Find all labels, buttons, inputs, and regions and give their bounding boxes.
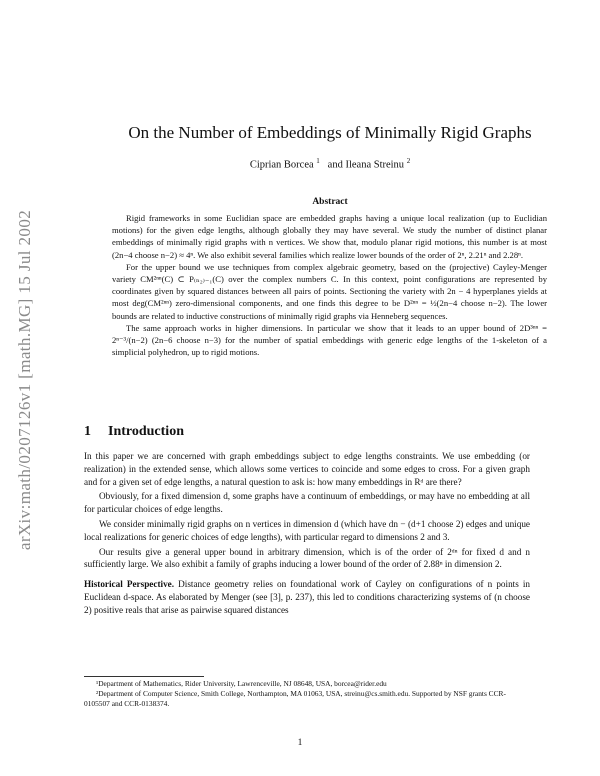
footnote-1: ¹Department of Mathematics, Rider University, Lawrenceville, NJ 08648, USA, borcea@rider.edu xyxy=(96,679,387,688)
abstract-paragraph-1: Rigid frameworks in some Euclidian space are embedded graphs having a unique local realization (up to Euclidian motions) for the given edge lengths, although globally they may have several. We study the number of distinct planar embeddings of minimally rigid graphs with n vertices. We show that, modulo planar rigid motions, this number is at most (2n−4 choose n−2) ≈ 4ⁿ. We also exhibit several families which realize lower bounds of the order of 2ⁿ, 2.21ⁿ and 2.28ⁿ. xyxy=(112,213,547,260)
author-mark-1: 1 xyxy=(316,157,320,165)
intro-paragraph-3: We consider minimally rigid graphs on n vertices in dimension d (which have dn − (d+1 choose 2) edges and unique local realizations for generic choices of edge lengths), with particular regard to dimensions 2 and 3. xyxy=(84,518,530,542)
footnote-2: ²Department of Computer Science, Smith College, Northampton, MA 01063, USA, streinu@cs.smith.edu. Supported by NSF grants CCR-0105507 and CCR-0138374. xyxy=(84,689,506,708)
author-mark-2: 2 xyxy=(406,157,411,165)
intro-paragraph-1: In this paper we are concerned with graph embeddings subject to edge lengths constraints. We use embedding (or realization) in the extended sense, which allows some vertices to coincide and some edges to cross. For a given graph and for a given set of edge lengths, a natural question to ask is: how many embeddings in Rᵈ are there? xyxy=(84,451,530,487)
page-number: 1 xyxy=(297,738,303,748)
abstract-paragraph-2: For the upper bound we use techniques from complex algebraic geometry, based on the (projective) Cayley-Menger variety CM²ⁿⁿ(C) ⊂ P₍ₙ₂₎₋₁(C) over the complex numbers C. In this context, point configurations are represented by coordinates given by squared distances between all pairs of points. Sectioning the variety with 2n − 4 hyperplanes yields at most deg(CM²ⁿⁿ) zero-dimensional components, and one finds this degree to be D²ⁿⁿ = ½(2n−4 choose n−2). The lower bounds are related to inductive constructions of minimally rigid graphs via Henneberg sequences. xyxy=(112,261,547,321)
section-heading-introduction xyxy=(84,424,184,440)
abstract-body xyxy=(112,212,547,358)
intro-paragraph-2: Obviously, for a fixed dimension d, some graphs have a continuum of embeddings, or may have no embedding at all for particular choices of edge lengths. xyxy=(84,491,530,515)
abstract-paragraph-3: The same approach works in higher dimensions. In particular we show that it leads to an upper bound of 2D³ⁿⁿ = 2ⁿ⁻³/(n−2) (2n−6 choose n−3) for the number of spatial embeddings with generic edge lengths of the 1-skeleton of a simplicial polyhedron, up to rigid motions. xyxy=(112,322,547,358)
abstract-heading: Abstract xyxy=(312,197,348,207)
historical-perspective-paragraph xyxy=(84,578,530,616)
authors-line xyxy=(70,157,590,171)
arxiv-side-stamp: arXiv:math/0207126v1 [math.MG] 15 Jul 2002 xyxy=(15,209,34,551)
paper-title: On the Number of Embeddings of Minimally Rigid Graphs xyxy=(128,123,532,142)
intro-paragraph-4: Our results give a general upper bound in arbitrary dimension, which is of the order of 2ᵈⁿ for fixed d and n sufficiently large. We also exhibit a family of graphs inducing a lower bound of the order of 2.88ⁿ in dimension 2. xyxy=(84,546,530,570)
section-title: Introduction xyxy=(108,424,184,439)
footnote-rule xyxy=(84,676,204,677)
author-streinu: and Ileana Streinu xyxy=(327,159,405,171)
footnotes xyxy=(84,676,530,709)
historical-perspective-text: Distance geometry relies on foundational work of Cayley on configurations of n points in Euclidean d-space. As elaborated by Menger (see [3], p. 237), this led to conditions characterizing systems of (n choose 2) positive reals that arise as pairwise squared distances xyxy=(84,579,531,615)
historical-perspective-title: Historical Perspective. xyxy=(84,579,175,590)
author-borcea: Ciprian Borcea xyxy=(249,159,314,171)
introduction-body xyxy=(84,450,530,619)
section-number: 1 xyxy=(84,424,91,439)
